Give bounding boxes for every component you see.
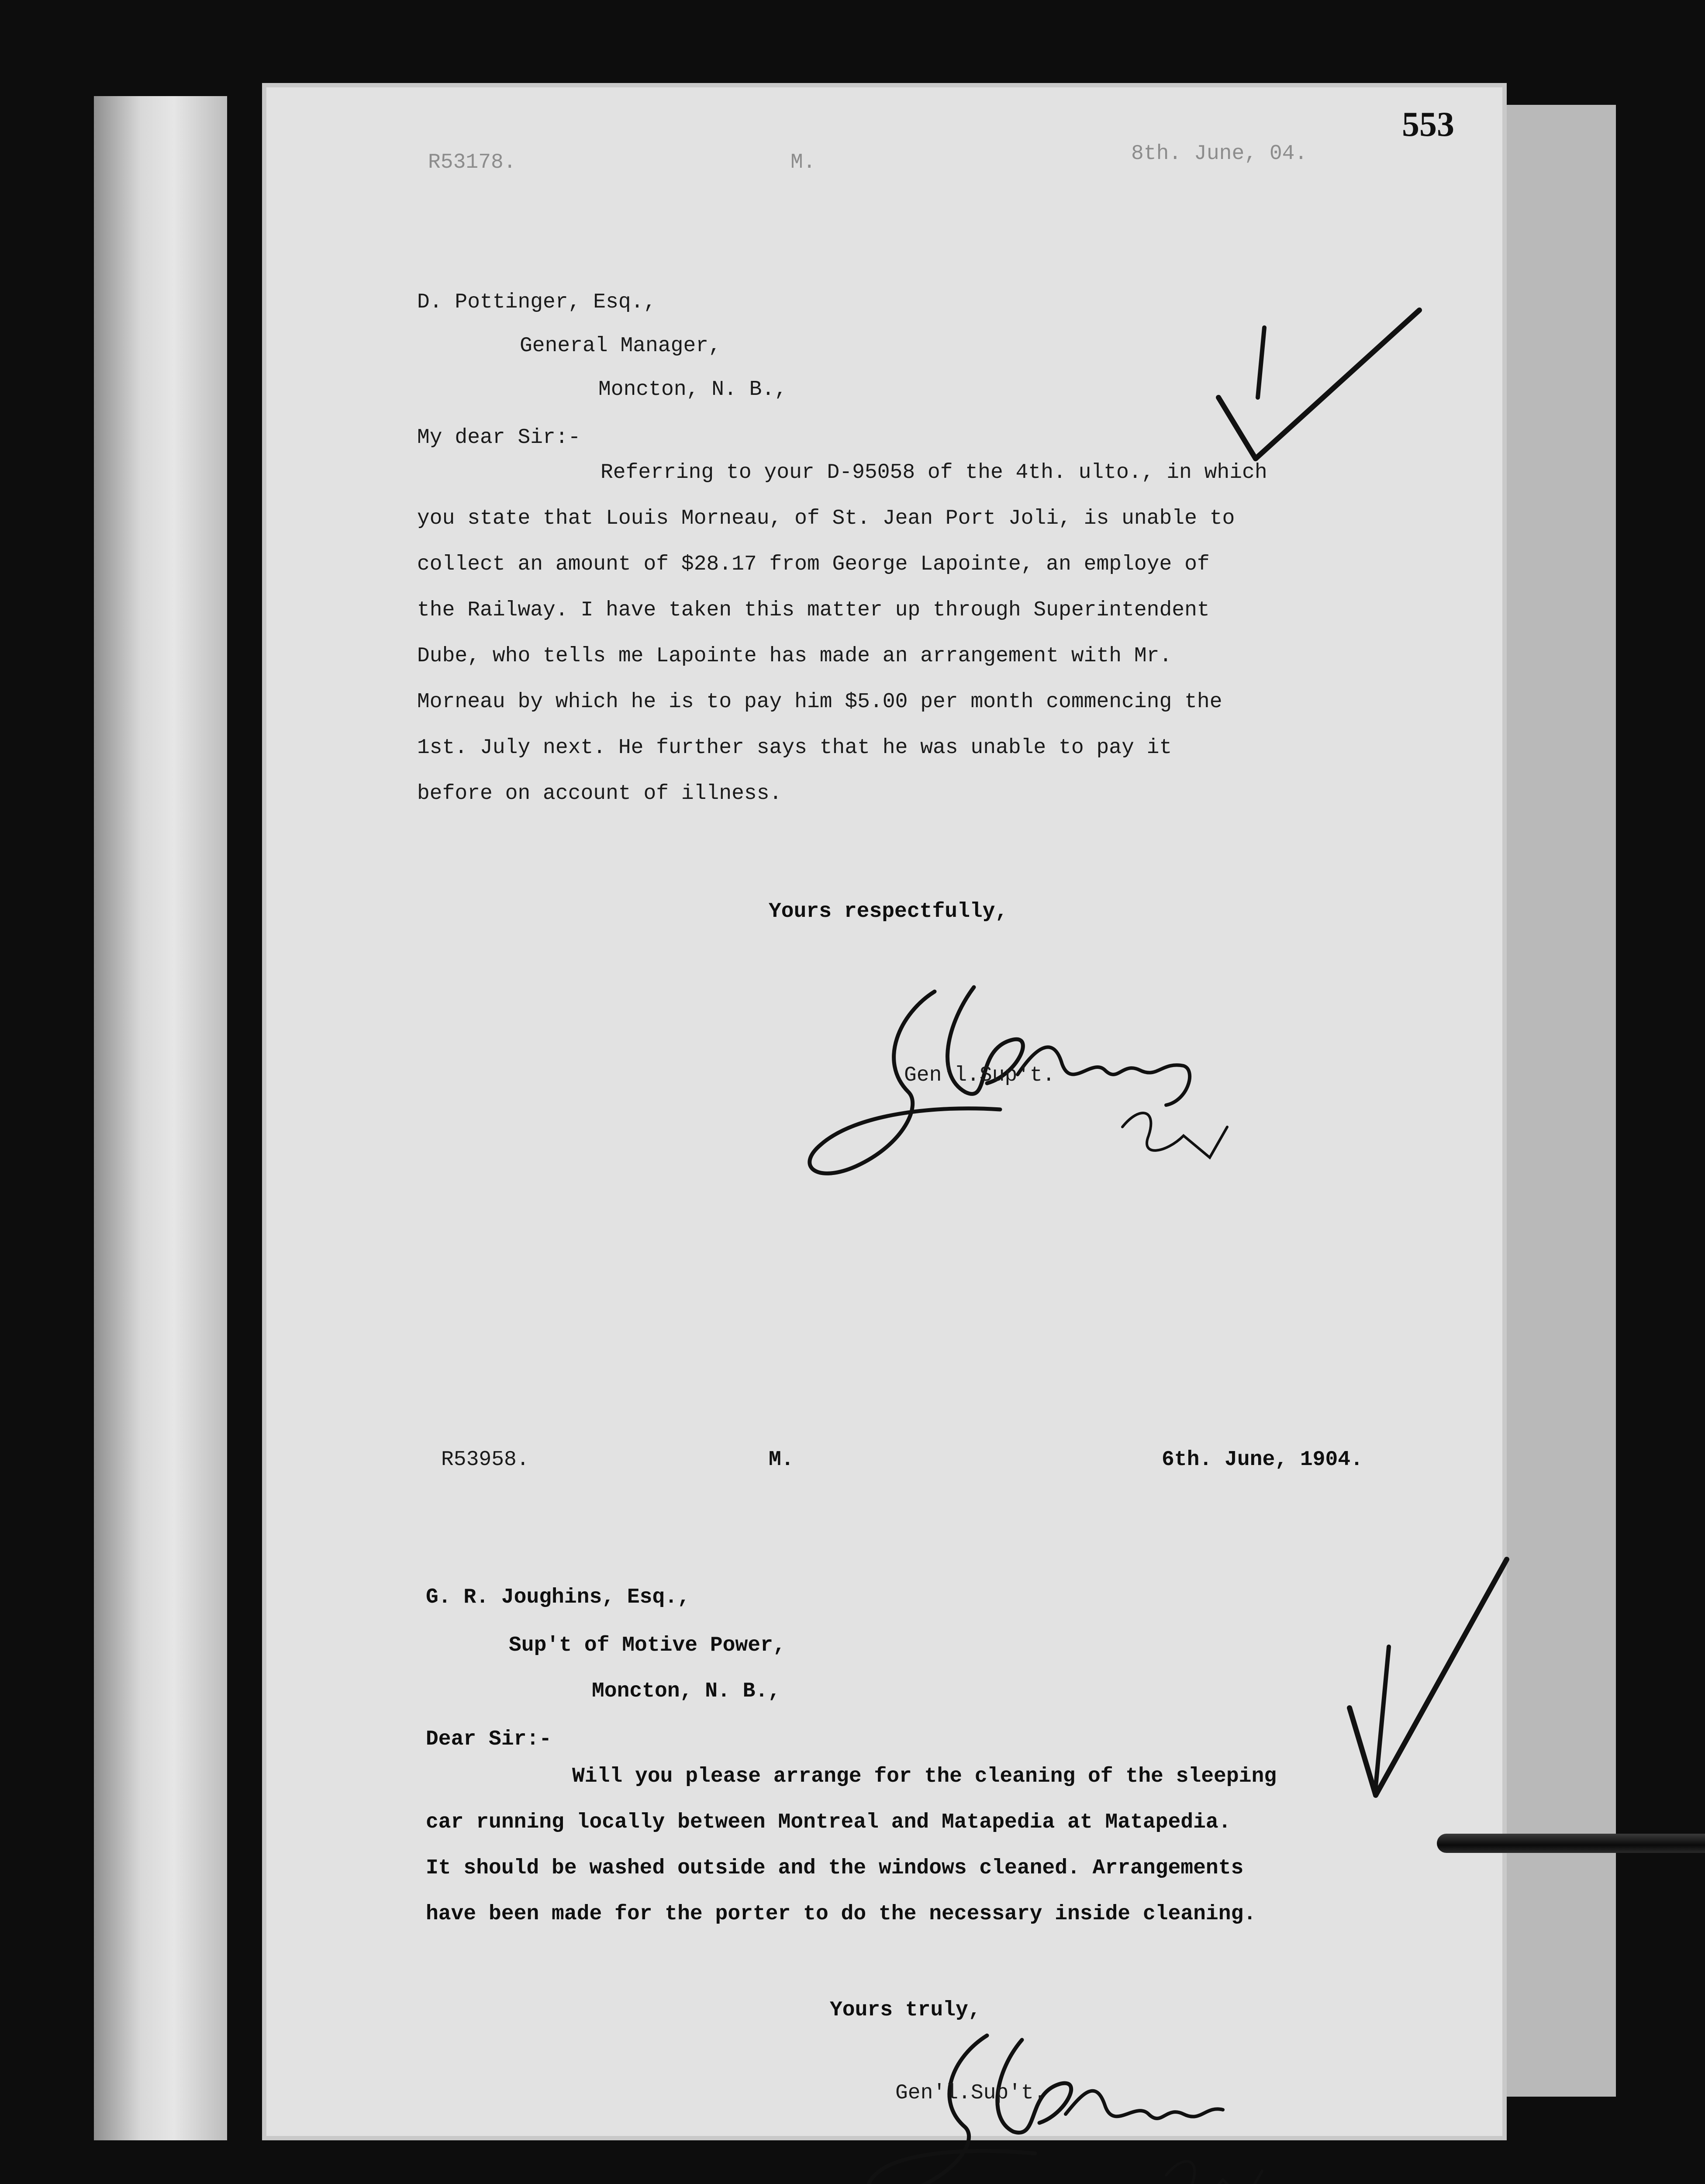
letter1-signer-title: Gen'l.Sup't. [904,1064,1055,1087]
letter2-signer-title: Gen'l.Sup't. [895,2081,1046,2105]
letter1-salutation: My dear Sir:- [417,426,581,449]
letterbook-page [266,87,1502,2136]
letter2-body-line: car running locally between Montreal and Matapedia at Matapedia. [426,1811,1231,1834]
letter2-file-ref: R53958. [441,1448,529,1472]
letter2-salutation: Dear Sir:- [426,1728,552,1751]
letter1-initials [1157,1112,1189,1131]
letter1-date: 8th. June, 04. [1131,142,1308,166]
letter2-closing: Yours truly, [830,1998,981,2022]
letter2-date: 6th. June, 1904. [1162,1448,1363,1472]
page-number: 553 [1402,105,1454,144]
pen-object [1437,1834,1705,1853]
letter1-body-line: the Railway. I have taken this matter up through Superintendent [417,598,1210,622]
letter1-initial: M. [790,151,816,174]
letter1-body-line: before on account of illness. [417,782,782,805]
letter2-body-line: have been made for the porter to do the necessary inside cleaning. [426,1902,1256,1926]
letter1-body-line: Referring to your D-95058 of the 4th. ulto., in which [601,461,1267,484]
letter1-recipient-city: Moncton, N. B., [598,378,787,401]
letter2-recipient-name: G. R. Joughins, Esq., [426,1586,690,1609]
checkmark-icon [1192,275,1437,502]
adjacent-page-spine [94,96,227,2140]
letter1-body-line: collect an amount of $28.17 from George Lapointe, an employe of [417,553,1210,576]
checkmark-icon [1323,1542,1524,1830]
letter1-body-line: Dube, who tells me Lapointe has made an arrangement with Mr. [417,644,1172,668]
letter1-body-line: 1st. July next. He further says that he was unable to pay it [417,736,1172,760]
letter1-recipient-title: General Manager, [520,334,721,358]
letter2-body-line: It should be washed outside and the windows cleaned. Arrangements [426,1856,1244,1880]
letter1-body-line: Morneau by which he is to pay him $5.00 per month commencing the [417,690,1222,714]
letter1-file-ref: R53178. [428,151,516,174]
letter1-closing: Yours respectfully, [769,900,1008,923]
letter1-signature [790,961,1271,1223]
letter1-body-line: you state that Louis Morneau, of St. Jean Port Joli, is unable to [417,507,1235,530]
letter2-recipient-city: Moncton, N. B., [592,1679,781,1703]
letter2-initials [1157,2105,1189,2125]
letter2-recipient-title: Sup't of Motive Power, [509,1634,786,1657]
letter1-recipient-name: D. Pottinger, Esq., [417,290,656,314]
letter2-body-line: Will you please arrange for the cleaning of the sleeping [572,1765,1277,1788]
letter2-initial: M. [769,1448,794,1472]
